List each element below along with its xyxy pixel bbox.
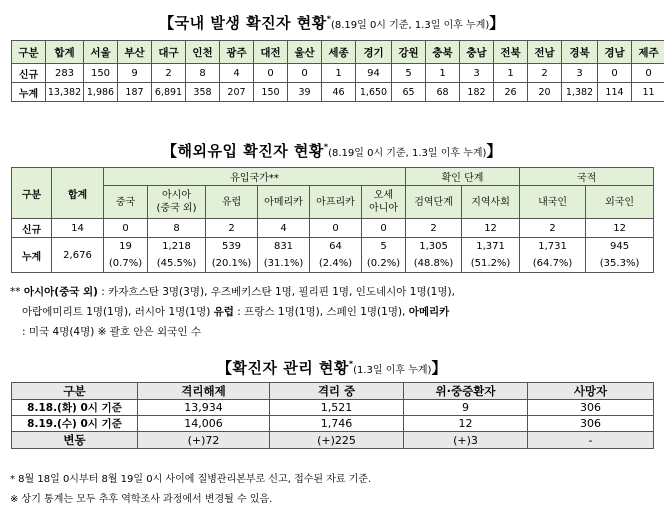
management-table	[11, 382, 654, 449]
cell: 1,521	[270, 400, 404, 416]
overseas-title-end: 】	[486, 142, 502, 160]
overseas-sub-header-row	[12, 186, 654, 219]
pct-cell: (45.5%)	[148, 255, 206, 273]
cell: 9	[118, 64, 152, 83]
management-header-cell: 위·중증환자	[404, 383, 528, 400]
row-label: 누계	[12, 238, 52, 273]
cell: 94	[356, 64, 392, 83]
cell: 945	[586, 238, 654, 256]
domestic-header-row	[12, 41, 664, 64]
overseas-title-subtitle: (8.19일 0시 기준, 1.3일 이후 누계)	[328, 148, 487, 159]
sub-header-cell: 내국인	[520, 186, 586, 219]
row-label: 변동	[12, 432, 138, 449]
cell: 207	[220, 83, 254, 102]
cell: 13,934	[138, 400, 270, 416]
domestic-header-cell: 강원	[392, 41, 426, 64]
management-row	[12, 400, 654, 416]
domestic-cum-row	[12, 83, 664, 102]
stage-group-header: 확인 단계	[406, 168, 520, 186]
cell: 1	[322, 64, 356, 83]
cell: 114	[598, 83, 632, 102]
cell: 68	[426, 83, 460, 102]
domestic-header-cell: 제주	[632, 41, 664, 64]
cell: 358	[186, 83, 220, 102]
pct-cell: (51.2%)	[462, 255, 520, 273]
domestic-header-cell: 서울	[84, 41, 118, 64]
overseas-col-total: 합계	[52, 168, 104, 219]
cell: 182	[460, 83, 494, 102]
domestic-header-cell: 전북	[494, 41, 528, 64]
sub-header-cell: 외국인	[586, 186, 654, 219]
row-label: 8.19.(수) 0시 기준	[12, 416, 138, 432]
cell: 2	[152, 64, 186, 83]
pct-cell: (35.3%)	[586, 255, 654, 273]
cell: 39	[288, 83, 322, 102]
sub-header-line: 아시아	[162, 190, 191, 201]
domestic-header-cell: 구분	[12, 41, 46, 64]
domestic-header-cell: 경기	[356, 41, 392, 64]
cell: 14	[52, 219, 104, 238]
management-header-cell: 격리해제	[138, 383, 270, 400]
pct-cell: (2.4%)	[310, 255, 362, 273]
cell: 1,746	[270, 416, 404, 432]
cell: 1,650	[356, 83, 392, 102]
management-title-text: 【확진자 관리 현황	[217, 359, 349, 377]
cell: 13,382	[46, 83, 84, 102]
management-row	[12, 432, 654, 449]
pct-cell: (64.7%)	[520, 255, 586, 273]
management-header-row	[12, 383, 654, 400]
domestic-header-cell: 광주	[220, 41, 254, 64]
pct-cell: (20.1%)	[206, 255, 258, 273]
overseas-table	[11, 167, 654, 273]
sub-header-cell: 아프리카	[310, 186, 362, 219]
cell: 3	[562, 64, 598, 83]
domestic-header-cell: 충남	[460, 41, 494, 64]
management-row	[12, 416, 654, 432]
footnote-2: ※ 상기 통계는 모두 추후 역학조사 과정에서 변경될 수 있음.	[10, 494, 273, 505]
sub-header-cell	[148, 186, 206, 219]
note-asia-label: 아시아(중국 외)	[23, 286, 98, 298]
management-header-cell: 사망자	[528, 383, 654, 400]
cell: 2	[528, 64, 562, 83]
overseas-col-label: 구분	[12, 168, 52, 219]
origin-group-header: 유입국가**	[104, 168, 406, 186]
overseas-pct-row	[12, 255, 654, 273]
domestic-header-cell: 충북	[426, 41, 460, 64]
cell: 187	[118, 83, 152, 102]
cell: 150	[84, 64, 118, 83]
note-line2-text: 아랍에미리트 1명(1명), 러시아 1명(1명)	[22, 306, 214, 318]
cell: 0	[362, 219, 406, 238]
cell: 1	[426, 64, 460, 83]
sub-header-line: 아니아	[369, 203, 399, 214]
domestic-title-end: 】	[489, 14, 505, 32]
cell: (+)72	[138, 432, 270, 449]
pct-cell: (0.2%)	[362, 255, 406, 273]
cell: 5	[362, 238, 406, 256]
sub-header-cell: 검역단계	[406, 186, 462, 219]
cell: 0	[288, 64, 322, 83]
nationality-group-header: 국적	[520, 168, 654, 186]
cell: 2	[520, 219, 586, 238]
cell: 2	[406, 219, 462, 238]
cell: 5	[392, 64, 426, 83]
pct-cell: (0.7%)	[104, 255, 148, 273]
domestic-header-cell: 경남	[598, 41, 632, 64]
management-title	[0, 357, 664, 378]
cell: 1,986	[84, 83, 118, 102]
cell: 14,006	[138, 416, 270, 432]
pct-cell: (31.1%)	[258, 255, 310, 273]
domestic-header-cell: 부산	[118, 41, 152, 64]
domestic-title-text: 【국내 발생 확진자 현황	[159, 14, 327, 32]
domestic-header-cell: 울산	[288, 41, 322, 64]
domestic-header-cell: 대구	[152, 41, 186, 64]
cell: 8	[186, 64, 220, 83]
cell: 306	[528, 416, 654, 432]
cell: 0	[104, 219, 148, 238]
overseas-cum-row	[12, 238, 654, 256]
overseas-title-mark: *	[323, 142, 329, 152]
domestic-title	[0, 12, 664, 33]
note-line-3	[22, 324, 201, 339]
footnote-1: * 8월 18일 0시부터 8월 19일 0시 사이에 질병관리본부로 신고, 접수된 자료 기준.	[10, 474, 372, 485]
management-header-cell: 격리 중	[270, 383, 404, 400]
note-europe-label: 유럽	[213, 306, 234, 318]
cell: 0	[254, 64, 288, 83]
domestic-table	[11, 40, 664, 102]
cell: 831	[258, 238, 310, 256]
sub-header-cell: 중국	[104, 186, 148, 219]
cell: 4	[258, 219, 310, 238]
overseas-new-row	[12, 219, 654, 238]
cell: 283	[46, 64, 84, 83]
cell: 2	[206, 219, 258, 238]
management-title-mark: *	[348, 359, 354, 369]
note-europe-text: : 프랑스 1명(1명), 스페인 1명(1명),	[233, 306, 409, 318]
note-line3-text: : 미국 4명(4명) ※ 괄호 안은 외국인 수	[22, 326, 201, 338]
domestic-header-cell: 세종	[322, 41, 356, 64]
sub-header-cell	[362, 186, 406, 219]
overseas-group-row	[12, 168, 654, 186]
sub-header-cell: 유럽	[206, 186, 258, 219]
cell: (+)225	[270, 432, 404, 449]
cell: 46	[322, 83, 356, 102]
cell: 1	[494, 64, 528, 83]
cell: 19	[104, 238, 148, 256]
cell: 1,305	[406, 238, 462, 256]
sub-header-line: 오세	[373, 190, 394, 201]
cell: 306	[528, 400, 654, 416]
row-label: 신규	[12, 64, 46, 83]
cell: 6,891	[152, 83, 186, 102]
cell: -	[528, 432, 654, 449]
cell: 9	[404, 400, 528, 416]
management-title-subtitle: (1.3일 이후 누계)	[353, 365, 432, 376]
domestic-header-cell: 대전	[254, 41, 288, 64]
domestic-header-cell: 합계	[46, 41, 84, 64]
sub-header-cell: 아메리카	[258, 186, 310, 219]
cell: 12	[404, 416, 528, 432]
note-line-1	[10, 284, 455, 299]
domestic-header-cell: 인천	[186, 41, 220, 64]
cell: 1,731	[520, 238, 586, 256]
domestic-header-cell: 전남	[528, 41, 562, 64]
cell: (+)3	[404, 432, 528, 449]
overseas-title-text: 【해외유입 확진자 현황	[162, 142, 324, 160]
cell: 12	[462, 219, 520, 238]
cell: 3	[460, 64, 494, 83]
cell: 539	[206, 238, 258, 256]
management-header-cell: 구분	[12, 383, 138, 400]
cell: 65	[392, 83, 426, 102]
cell: 1,371	[462, 238, 520, 256]
overseas-title	[0, 140, 664, 161]
cell: 12	[586, 219, 654, 238]
cell: 8	[148, 219, 206, 238]
cell: 4	[220, 64, 254, 83]
cell: 1,218	[148, 238, 206, 256]
cell: 2,676	[52, 238, 104, 273]
row-label: 신규	[12, 219, 52, 238]
row-label: 누계	[12, 83, 46, 102]
row-label: 8.18.(화) 0시 기준	[12, 400, 138, 416]
cell: 0	[632, 64, 664, 83]
cell: 0	[310, 219, 362, 238]
note-america-label: 아메리카	[408, 306, 450, 318]
note-prefix: **	[10, 286, 24, 298]
sub-header-cell: 지역사회	[462, 186, 520, 219]
cell: 20	[528, 83, 562, 102]
sub-header-line: (중국 외)	[156, 203, 197, 214]
cell: 1,382	[562, 83, 598, 102]
domestic-header-cell: 경북	[562, 41, 598, 64]
note-asia-text: : 카자흐스탄 3명(3명), 우즈베키스탄 1명, 필리핀 1명, 인도네시아 1명(1명),	[97, 286, 455, 298]
cell: 64	[310, 238, 362, 256]
pct-cell: (48.8%)	[406, 255, 462, 273]
domestic-title-subtitle: (8.19일 0시 기준, 1.3일 이후 누계)	[330, 20, 490, 31]
management-title-end: 】	[431, 359, 447, 377]
cell: 11	[632, 83, 664, 102]
cell: 150	[254, 83, 288, 102]
cell: 0	[598, 64, 632, 83]
note-line-2	[22, 304, 449, 319]
domestic-new-row	[12, 64, 664, 83]
domestic-title-mark: *	[326, 14, 331, 24]
cell: 26	[494, 83, 528, 102]
